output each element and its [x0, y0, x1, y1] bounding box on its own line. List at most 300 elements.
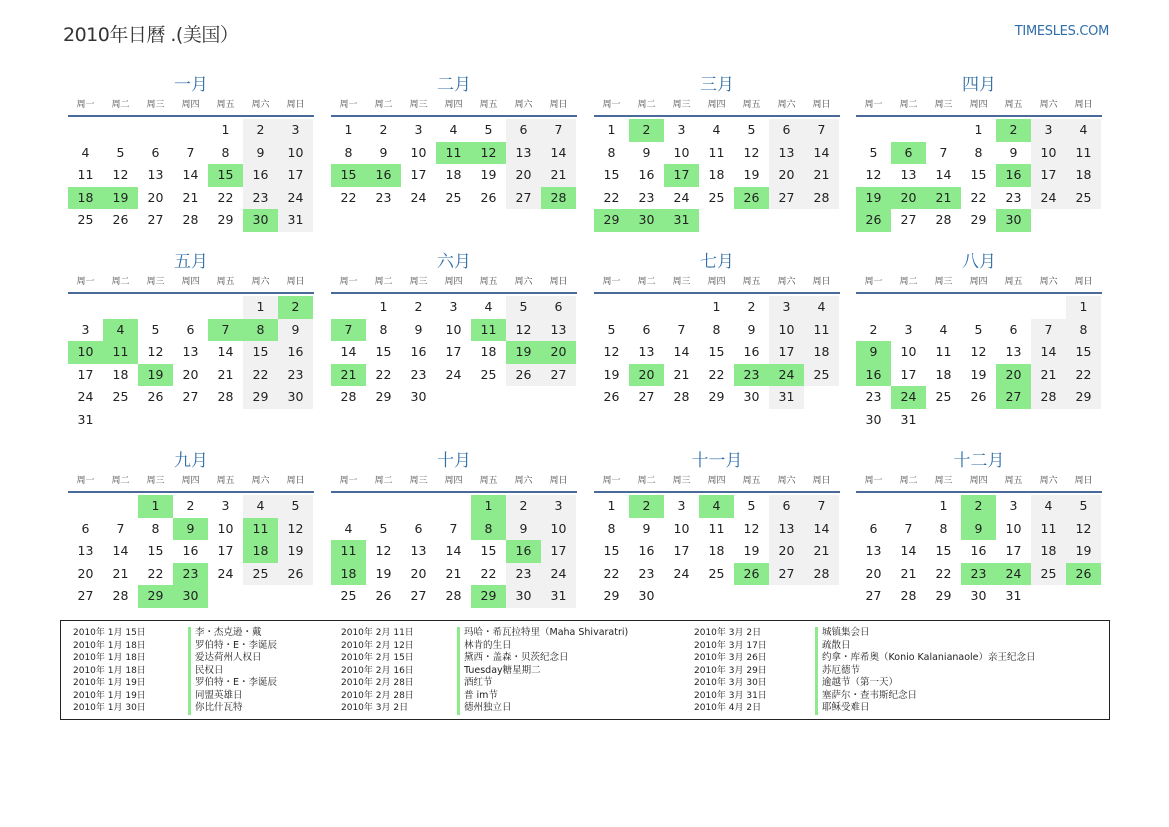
day-cell: 10 [217, 520, 234, 536]
day-cell: 9 [642, 144, 651, 160]
holiday-date: 2010年 2月 16日 [341, 665, 414, 676]
day-grid [594, 495, 840, 608]
empty-cell [173, 296, 208, 319]
day-cell: 21 [804, 540, 839, 563]
day-cell: 19 [480, 167, 497, 182]
day-cell: 16 [243, 164, 278, 187]
month-calendar [68, 75, 314, 232]
day-cell: 2 [506, 495, 541, 518]
holiday-day-cell: 30 [996, 209, 1031, 232]
holiday-day-cell: 16 [506, 540, 541, 563]
day-cell: 17 [673, 543, 690, 558]
empty-cell [68, 495, 103, 518]
day-cell: 1 [974, 122, 983, 137]
day-cell: 16 [970, 543, 987, 558]
day-cell: 1 [379, 299, 388, 314]
day-cell: 2 [747, 299, 756, 314]
holiday-day-cell: 29 [138, 585, 173, 608]
holiday-date: 2010年 2月 12日 [341, 640, 414, 651]
empty-cell [891, 296, 926, 319]
day-cell: 4 [449, 122, 458, 137]
day-cell: 8 [607, 144, 616, 160]
day-cell: 25 [480, 366, 497, 382]
weekday-label: 周二 [374, 277, 393, 287]
day-cell: 27 [769, 563, 804, 586]
day-cell: 14 [112, 543, 129, 558]
weekday-label: 周日 [286, 476, 305, 486]
day-cell: 3 [1031, 119, 1066, 142]
holiday-date: 2010年 1月 19日 [73, 678, 146, 688]
weekday-label: 周日 [549, 277, 568, 287]
day-cell: 5 [974, 321, 983, 337]
day-cell: 3 [904, 321, 913, 337]
day-cell: 4 [712, 122, 721, 137]
day-cell: 9 [506, 518, 541, 541]
weekday-label: 周四 [181, 100, 200, 110]
day-cell: 16 [638, 167, 655, 182]
day-cell: 18 [480, 344, 497, 359]
day-cell: 29 [1066, 386, 1101, 409]
day-cell: 23 [638, 189, 655, 205]
day-cell: 16 [182, 543, 199, 558]
holiday-day-cell: 19 [506, 341, 541, 364]
holiday-name: 民权日 [195, 664, 224, 676]
day-cell: 7 [804, 119, 839, 142]
holiday-name: 普 im节 [464, 689, 498, 701]
day-cell: 25 [112, 389, 129, 404]
day-cell: 6 [642, 321, 651, 337]
day-cell: 3 [449, 299, 458, 314]
day-cell: 3 [278, 119, 313, 142]
weekday-label: 周三 [409, 476, 428, 486]
day-cell: 27 [865, 588, 882, 603]
day-cell: 31 [769, 386, 804, 409]
day-cell: 13 [900, 167, 917, 182]
day-cell: 5 [484, 122, 493, 137]
holiday-day-cell: 30 [243, 209, 278, 232]
weekday-label: 周三 [934, 277, 953, 287]
weekday-label: 周日 [812, 476, 831, 486]
holiday-day-cell: 19 [138, 364, 173, 387]
month-name: 四月 [962, 75, 996, 95]
weekday-label: 周三 [409, 100, 428, 110]
day-cell: 28 [673, 389, 690, 404]
holiday-day-cell: 18 [243, 540, 278, 563]
empty-cell [629, 296, 664, 319]
day-cell: 3 [414, 122, 423, 137]
day-cell: 18 [445, 167, 462, 182]
day-cell: 5 [747, 122, 756, 137]
day-cell: 14 [445, 543, 462, 558]
holiday-dates-col-2 [341, 627, 414, 715]
day-cell: 17 [1005, 543, 1022, 558]
day-cell: 16 [638, 543, 655, 558]
day-cell: 15 [375, 344, 392, 359]
day-cell: 13 [769, 518, 804, 541]
weekday-label: 周二 [111, 100, 130, 110]
weekday-label: 周三 [672, 476, 691, 486]
holiday-day-cell: 30 [173, 585, 208, 608]
day-cell: 4 [243, 495, 278, 518]
weekday-label: 周五 [1004, 277, 1023, 287]
day-cell: 20 [769, 540, 804, 563]
day-cell: 29 [375, 389, 392, 404]
empty-cell [891, 119, 926, 142]
holiday-date: 2010年 3月 2日 [694, 628, 762, 638]
weekday-label: 周一 [602, 476, 621, 486]
holiday-names-col-3 [815, 627, 1036, 715]
day-cell: 12 [743, 520, 760, 536]
day-cell: 10 [445, 321, 462, 337]
day-cell: 12 [603, 344, 620, 359]
weekday-label: 周六 [514, 100, 533, 110]
holiday-name: 罗伯特・E・李诞辰 [195, 639, 278, 651]
day-cell: 14 [541, 142, 576, 165]
day-cell: 25 [1066, 187, 1101, 210]
day-cell: 21 [182, 189, 199, 205]
day-cell: 31 [77, 411, 94, 427]
holiday-day-cell: 20 [996, 364, 1031, 387]
holiday-date: 2010年 3月 31日 [694, 690, 767, 701]
day-cell: 6 [1009, 321, 1018, 337]
day-cell: 4 [1031, 495, 1066, 518]
weekday-label: 周六 [1039, 277, 1058, 287]
day-cell: 17 [541, 540, 576, 563]
weekday-label: 周日 [286, 100, 305, 110]
day-grid [856, 296, 1102, 431]
weekday-label: 周二 [111, 277, 130, 287]
holiday-name: 德州独立日 [464, 702, 512, 713]
day-cell: 7 [541, 119, 576, 142]
month-name: 九月 [174, 451, 208, 471]
empty-cell [331, 296, 366, 319]
weekday-label: 周五 [479, 100, 498, 110]
day-cell: 11 [1066, 142, 1101, 165]
weekday-header [331, 274, 577, 294]
holiday-day-cell: 8 [243, 319, 278, 342]
day-cell: 4 [804, 296, 839, 319]
weekday-label: 周日 [549, 476, 568, 486]
weekday-label: 周二 [637, 100, 656, 110]
weekday-label: 周二 [637, 476, 656, 486]
day-grid [68, 119, 314, 232]
day-cell: 14 [804, 518, 839, 541]
day-cell: 20 [506, 164, 541, 187]
day-cell: 23 [865, 389, 882, 404]
weekday-label: 周日 [1074, 100, 1093, 110]
day-cell: 17 [769, 341, 804, 364]
weekday-label: 周三 [934, 476, 953, 486]
day-cell: 19 [278, 540, 313, 563]
day-cell: 8 [379, 321, 388, 337]
day-grid [331, 495, 577, 608]
day-cell: 10 [673, 144, 690, 160]
holiday-day-cell: 19 [103, 187, 138, 210]
weekday-label: 周五 [742, 100, 761, 110]
day-cell: 13 [77, 543, 94, 558]
day-grid [68, 495, 314, 608]
day-cell: 12 [506, 319, 541, 342]
holiday-day-cell: 19 [856, 187, 891, 210]
weekday-label: 周六 [251, 476, 270, 486]
day-cell: 12 [1066, 518, 1101, 541]
weekday-label: 周日 [812, 277, 831, 287]
day-cell: 4 [1066, 119, 1101, 142]
day-cell: 8 [607, 520, 616, 536]
empty-cell [664, 296, 699, 319]
day-cell: 6 [186, 321, 195, 337]
holiday-day-cell: 21 [331, 364, 366, 387]
day-cell: 8 [939, 520, 948, 536]
day-cell: 18 [1066, 164, 1101, 187]
site-link[interactable]: TIMESLES.COM [1014, 24, 1109, 39]
day-cell: 14 [217, 344, 234, 359]
holiday-date: 2010年 2月 15日 [341, 653, 414, 663]
weekday-label: 周四 [969, 100, 988, 110]
holiday-name: 罗伯特・E・李诞辰 [195, 677, 278, 688]
month-name: 三月 [700, 75, 734, 95]
holiday-day-cell: 26 [734, 187, 769, 210]
holiday-day-cell: 18 [68, 187, 103, 210]
holiday-names-col-1 [188, 627, 277, 715]
weekday-label: 周五 [1004, 100, 1023, 110]
day-cell: 22 [375, 366, 392, 382]
weekday-label: 周六 [514, 476, 533, 486]
day-cell: 17 [77, 366, 94, 382]
month-calendar [68, 252, 314, 431]
day-cell: 5 [869, 144, 878, 160]
weekday-label: 周四 [969, 277, 988, 287]
day-cell: 13 [147, 167, 164, 182]
holiday-day-cell: 11 [243, 518, 278, 541]
day-cell: 15 [243, 341, 278, 364]
day-cell: 13 [865, 543, 882, 558]
holiday-date: 2010年 2月 11日 [341, 628, 414, 638]
holiday-day-cell: 4 [699, 495, 734, 518]
holiday-day-cell: 2 [278, 296, 313, 319]
day-cell: 12 [278, 518, 313, 541]
day-cell: 6 [869, 520, 878, 536]
weekday-label: 周五 [479, 277, 498, 287]
day-cell: 26 [970, 389, 987, 404]
day-cell: 14 [935, 167, 952, 182]
holiday-date: 2010年 1月 15日 [73, 628, 146, 638]
holiday-day-cell: 11 [436, 142, 471, 165]
day-cell: 25 [935, 389, 952, 404]
weekday-label: 周六 [514, 277, 533, 287]
day-cell: 2 [414, 299, 423, 314]
day-cell: 1 [939, 498, 948, 513]
empty-cell [961, 296, 996, 319]
weekday-label: 周一 [864, 100, 883, 110]
day-cell: 28 [804, 187, 839, 210]
empty-cell [103, 495, 138, 518]
month-name: 一月 [174, 75, 208, 95]
day-cell: 18 [935, 366, 952, 382]
day-cell: 22 [1066, 364, 1101, 387]
weekday-label: 周一 [76, 277, 95, 287]
weekday-label: 周二 [374, 476, 393, 486]
day-cell: 22 [243, 364, 278, 387]
day-cell: 18 [1031, 540, 1066, 563]
holiday-day-cell: 15 [208, 164, 243, 187]
empty-cell [103, 296, 138, 319]
holiday-day-cell: 1 [138, 495, 173, 518]
day-cell: 24 [673, 189, 690, 205]
day-cell: 29 [603, 588, 620, 603]
day-cell: 23 [243, 187, 278, 210]
weekday-label: 周日 [1074, 476, 1093, 486]
empty-cell [926, 296, 961, 319]
day-grid [68, 296, 314, 431]
holiday-date: 2010年 3月 26日 [694, 653, 767, 663]
day-cell: 30 [970, 588, 987, 603]
day-cell: 5 [278, 495, 313, 518]
weekday-label: 周四 [707, 277, 726, 287]
day-cell: 30 [278, 386, 313, 409]
day-cell: 9 [1009, 144, 1018, 160]
day-cell: 19 [970, 366, 987, 382]
day-cell: 27 [638, 389, 655, 404]
holiday-day-cell: 23 [734, 364, 769, 387]
empty-cell [996, 296, 1031, 319]
weekday-label: 周二 [374, 100, 393, 110]
holiday-day-cell: 29 [471, 585, 506, 608]
empty-cell [331, 495, 366, 518]
page-title: 2010年日曆 .(美国） [63, 24, 239, 46]
weekday-label: 周五 [216, 277, 235, 287]
weekday-header [331, 97, 577, 117]
day-cell: 16 [278, 341, 313, 364]
month-name: 五月 [174, 252, 208, 272]
day-cell: 3 [221, 498, 230, 513]
holiday-day-cell: 26 [856, 209, 891, 232]
day-cell: 31 [278, 209, 313, 232]
day-cell: 7 [186, 144, 195, 160]
holiday-name: 酒红节 [464, 677, 493, 688]
day-cell: 27 [77, 588, 94, 603]
weekday-label: 周三 [672, 277, 691, 287]
day-cell: 17 [1031, 164, 1066, 187]
day-cell: 13 [1005, 344, 1022, 359]
day-cell: 25 [708, 189, 725, 205]
day-cell: 24 [673, 565, 690, 581]
day-cell: 6 [769, 119, 804, 142]
day-cell: 4 [939, 321, 948, 337]
holiday-day-cell: 2 [629, 119, 664, 142]
weekday-label: 周五 [216, 100, 235, 110]
empty-cell [366, 495, 401, 518]
holiday-name: 耶稣受难日 [822, 702, 870, 713]
day-cell: 24 [278, 187, 313, 210]
month-calendar [331, 252, 577, 409]
day-cell: 7 [904, 520, 913, 536]
holiday-day-cell: 7 [208, 319, 243, 342]
day-cell: 11 [1031, 518, 1066, 541]
empty-cell [68, 296, 103, 319]
empty-cell [173, 119, 208, 142]
weekday-header [594, 97, 840, 117]
holiday-day-cell: 20 [891, 187, 926, 210]
holiday-day-cell: 2 [996, 119, 1031, 142]
weekday-label: 周二 [111, 476, 130, 486]
holiday-day-cell: 26 [734, 563, 769, 586]
holiday-day-cell: 30 [629, 209, 664, 232]
day-cell: 4 [484, 299, 493, 314]
weekday-header [594, 274, 840, 294]
day-cell: 7 [804, 495, 839, 518]
day-cell: 30 [506, 585, 541, 608]
day-cell: 1 [607, 498, 616, 513]
month-name: 十一月 [691, 451, 743, 471]
day-cell: 15 [603, 543, 620, 558]
day-cell: 11 [935, 344, 952, 359]
day-cell: 15 [935, 543, 952, 558]
day-cell: 1 [344, 122, 353, 137]
day-cell: 23 [506, 563, 541, 586]
weekday-label: 周日 [1074, 277, 1093, 287]
holiday-date: 2010年 1月 18日 [73, 653, 146, 663]
weekday-label: 周一 [339, 277, 358, 287]
day-cell: 17 [278, 164, 313, 187]
weekday-label: 周一 [76, 100, 95, 110]
month-calendar [68, 451, 314, 608]
day-cell: 24 [1031, 187, 1066, 210]
holiday-date: 2010年 3月 29日 [694, 665, 767, 676]
day-cell: 7 [1031, 319, 1066, 342]
day-cell: 12 [375, 543, 392, 558]
holiday-day-cell: 21 [926, 187, 961, 210]
day-cell: 13 [769, 142, 804, 165]
holiday-day-cell: 28 [541, 187, 576, 210]
weekday-label: 周三 [146, 100, 165, 110]
holiday-day-cell: 23 [961, 563, 996, 586]
day-cell: 1 [243, 296, 278, 319]
day-cell: 21 [804, 164, 839, 187]
holiday-day-cell: 23 [173, 563, 208, 586]
day-cell: 29 [217, 212, 234, 227]
weekday-label: 周六 [777, 100, 796, 110]
day-cell: 27 [769, 187, 804, 210]
holiday-name: 同盟英雄日 [195, 689, 243, 701]
day-cell: 20 [769, 164, 804, 187]
empty-cell [594, 296, 629, 319]
holiday-day-cell: 29 [594, 209, 629, 232]
holiday-name: 黛西・盖森・贝茨纪念日 [464, 652, 569, 663]
holiday-date: 2010年 4月 2日 [694, 703, 762, 713]
day-cell: 9 [414, 321, 423, 337]
day-cell: 13 [638, 344, 655, 359]
day-grid [594, 296, 840, 409]
weekday-label: 周一 [602, 277, 621, 287]
weekday-header [68, 97, 314, 117]
holiday-name: Tuesday糖星期二 [464, 664, 541, 676]
weekday-header [856, 274, 1102, 294]
weekday-label: 周一 [864, 277, 883, 287]
day-cell: 20 [77, 565, 94, 581]
day-cell: 3 [81, 321, 90, 337]
holiday-date: 2010年 3月 17日 [694, 640, 767, 651]
day-cell: 25 [1031, 563, 1066, 586]
day-cell: 8 [974, 144, 983, 160]
day-cell: 10 [410, 144, 427, 160]
day-cell: 21 [673, 366, 690, 382]
day-cell: 28 [112, 588, 129, 603]
day-cell: 22 [708, 366, 725, 382]
day-grid [856, 495, 1102, 608]
day-cell: 19 [375, 565, 392, 581]
holiday-day-cell: 2 [961, 495, 996, 518]
